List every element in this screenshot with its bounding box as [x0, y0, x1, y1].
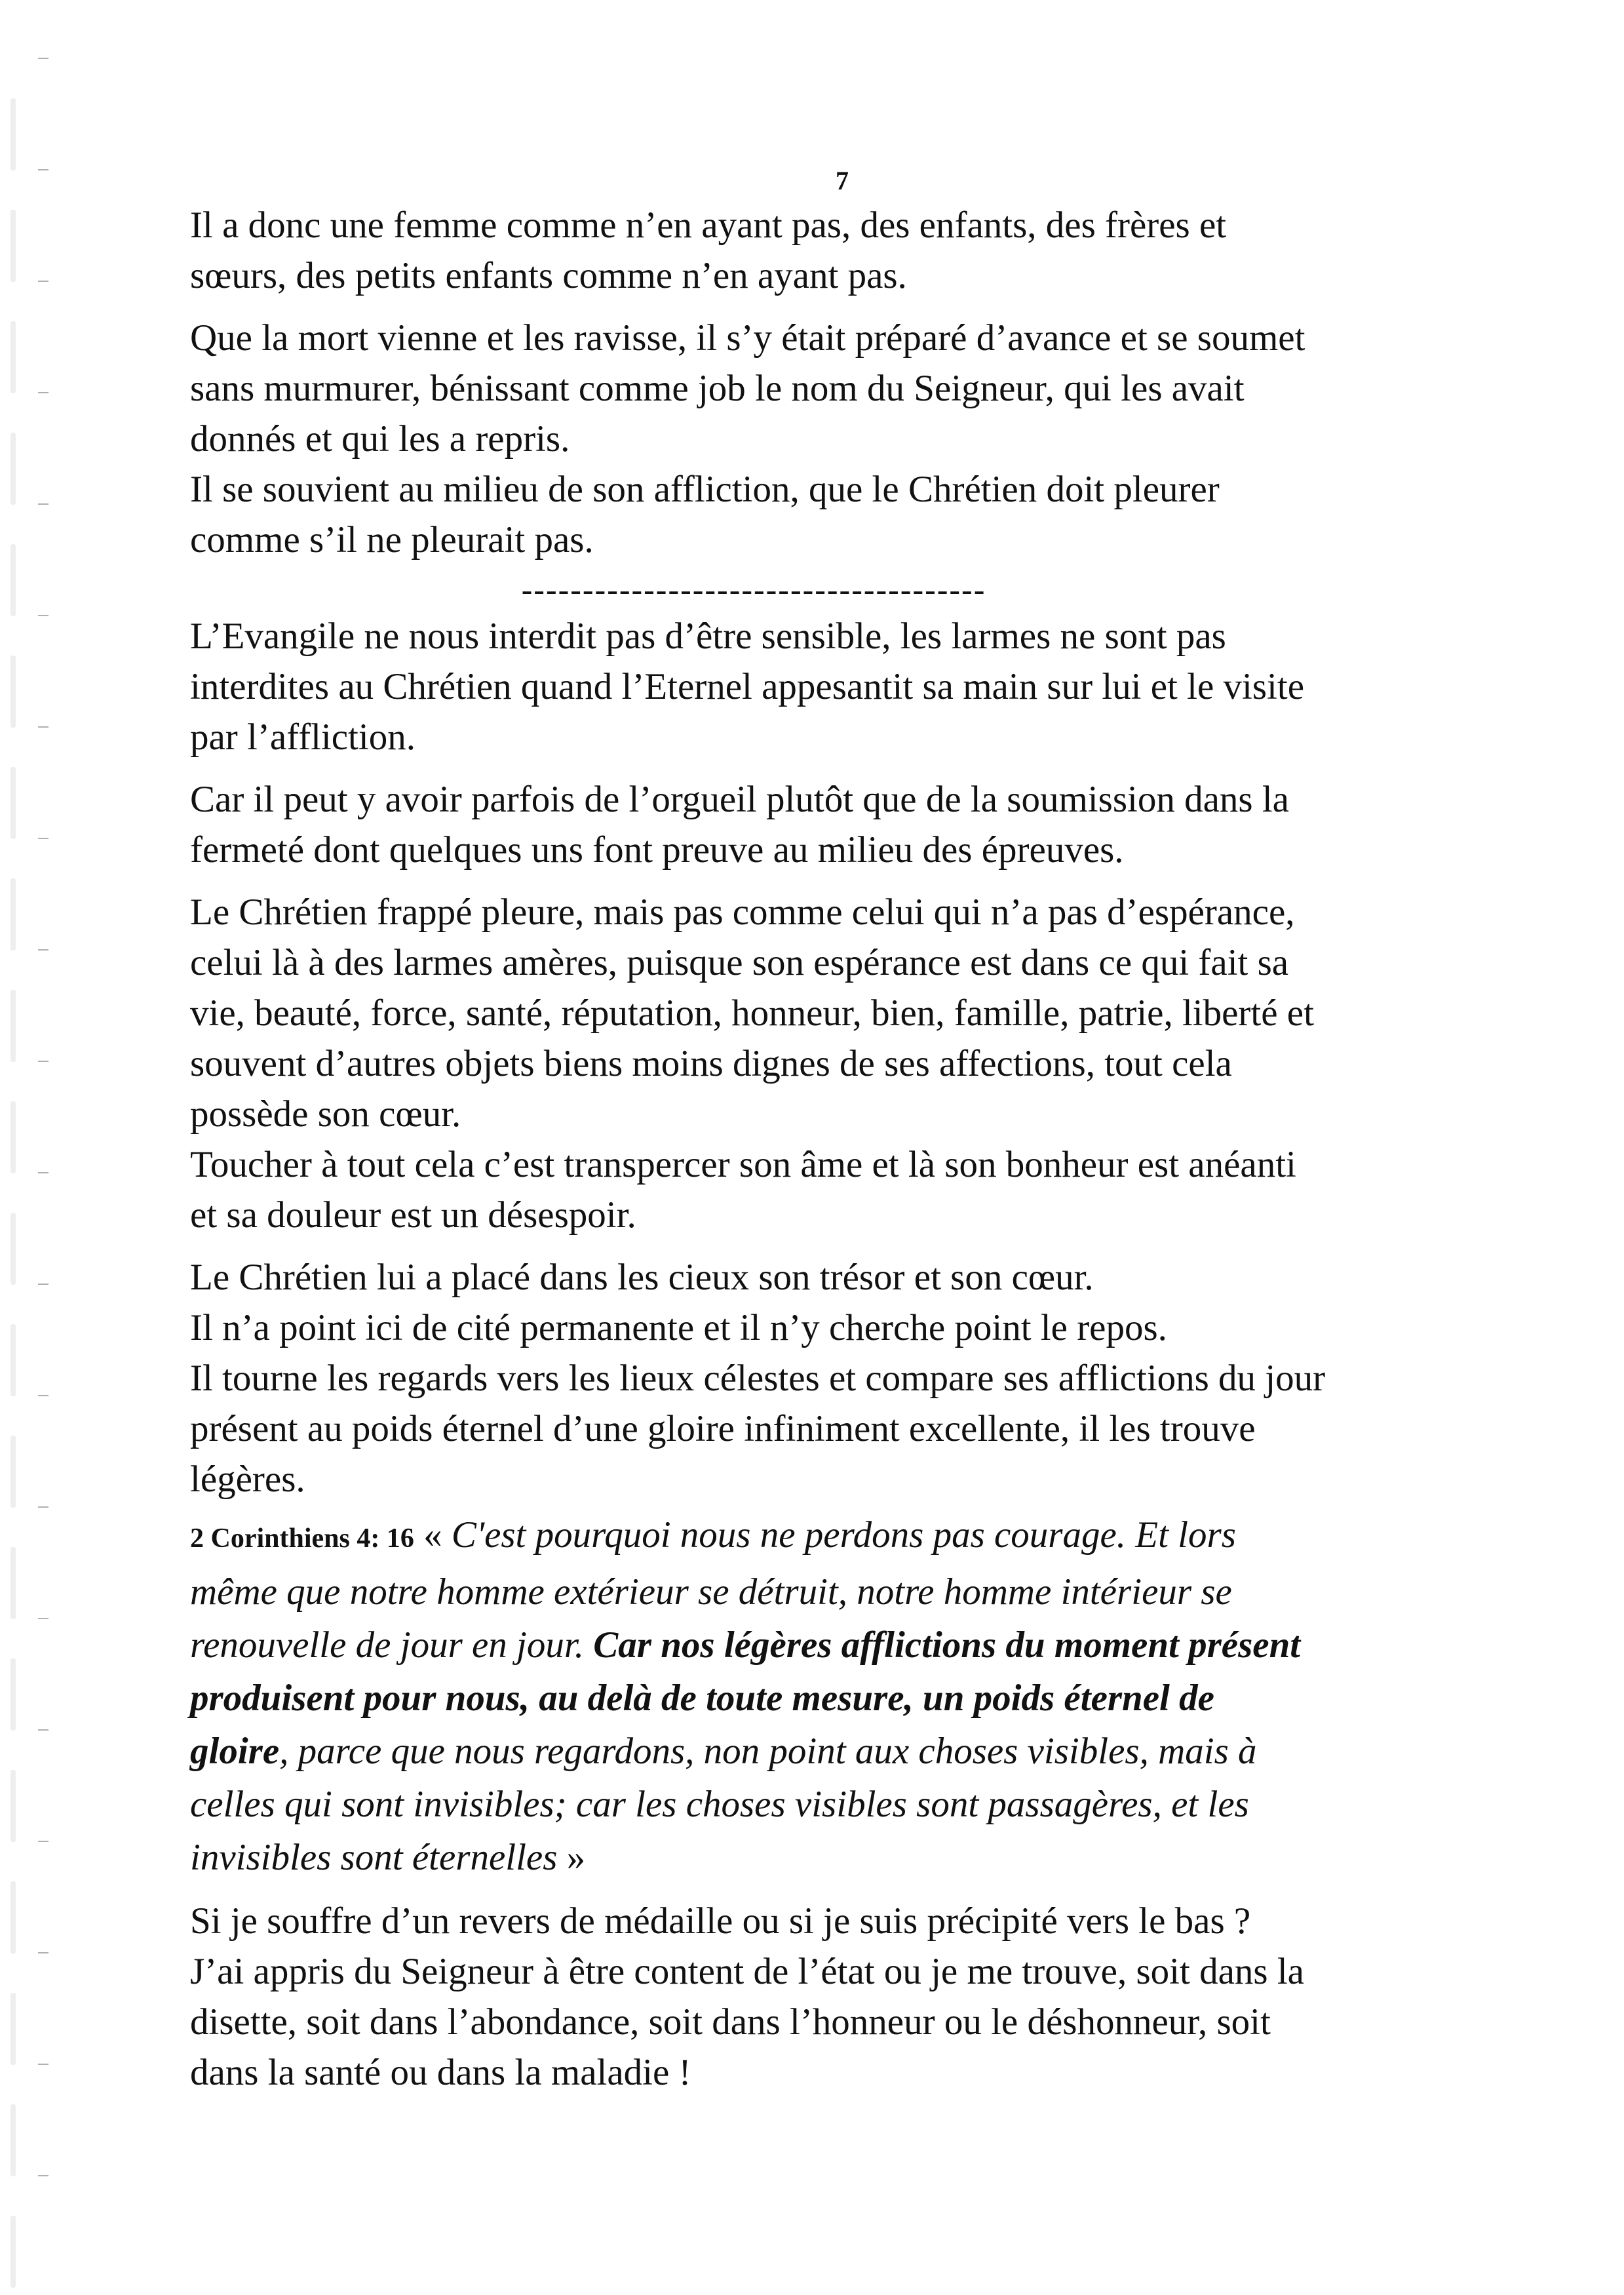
bible-quote [190, 1508, 1494, 1884]
binder-hole [10, 878, 16, 951]
margin-tick [38, 392, 48, 393]
paragraph: Si je souffre d’un revers de médaille ou si je suis précipité vers le bas ? J’ai appris du Seigneur à être content de l’état ou je me trouve, soit dans la disette, soit dans l’abondance, soit dans l’honneur ou le déshonneur, soit dans la santé ou dans la maladie ! [190, 1900, 1304, 2093]
binder-hole [10, 656, 16, 728]
margin-tick [38, 2064, 48, 2065]
margin-tick [38, 1729, 48, 1731]
paragraph: Que la mort vienne et les ravisse, il s’y était préparé d’avance et se soumet sans murmurer, bénissant comme job le nom du Seigneur, qui les avait donnés et qui les a repris. Il se souvient au milieu de son affliction, que le Chrétien doit pleurer comme s’il ne pleurait pas. [190, 317, 1305, 560]
paragraph: Car il peut y avoir parfois de l’orgueil plutôt que de la soumission dans la fermeté dont quelques uns font preuve au milieu des épreuves. [190, 779, 1289, 871]
binder-hole [10, 767, 16, 839]
binder-hole [10, 1436, 16, 1508]
binder-hole [10, 1547, 16, 1619]
binder-hole [10, 1101, 16, 1173]
binder-hole [10, 990, 16, 1062]
margin-tick [38, 281, 48, 282]
binder-hole [10, 1881, 16, 1953]
binder-hole [10, 433, 16, 505]
quote-italic-text: C'est pourquoi nous ne perdons pas courage. Et lors même que notre homme extérieur se détruit, notre homme intérieur se renouvelle de jour en jour. [190, 1514, 1236, 1666]
margin-tick [38, 1284, 48, 1285]
margin-tick [38, 2175, 48, 2176]
binder-hole [10, 1213, 16, 1285]
margin-tick [38, 1618, 48, 1619]
binder-hole [10, 210, 16, 282]
quote-reference: 2 Corinthiens 4: 16 [190, 1523, 414, 1554]
margin-tick [38, 1506, 48, 1508]
margin-tick [38, 615, 48, 616]
margin-tick [38, 1061, 48, 1062]
margin-tick [38, 503, 48, 505]
margin-tick [38, 726, 48, 728]
margin-tick [38, 1841, 48, 1842]
binder-hole [10, 1658, 16, 1731]
margin-tick [38, 1172, 48, 1173]
binder-hole [10, 1324, 16, 1396]
body-text [190, 200, 1494, 2098]
paragraph: L’Evangile ne nous interdit pas d’être sensible, les larmes ne sont pas interdites au Chrétien quand l’Eternel appesantit sa main sur lui et le visite par l’affliction. [190, 616, 1305, 758]
margin-tick [38, 58, 48, 59]
binder-hole [10, 544, 16, 616]
page-number: 7 [836, 166, 849, 195]
binder-margin [0, 0, 59, 2295]
binder-hole [10, 1993, 16, 2065]
paragraph: Il a donc une femme comme n’en ayant pas, des enfants, des frères et sœurs, des petits enfants comme n’en ayant pas. [190, 205, 1227, 296]
binder-hole [10, 2104, 16, 2176]
quote-open-mark: « [414, 1514, 452, 1556]
binder-hole [10, 1770, 16, 1842]
quote-close-mark: » [557, 1837, 586, 1878]
margin-tick [38, 949, 48, 951]
binder-hole [10, 2216, 16, 2288]
quote-italic-text: , parce que nous regardons, non point aux choses visibles, mais à celles qui sont invisibles; car les choses visibles sont passagères, et les invisibles sont éternelles [190, 1731, 1257, 1878]
section-separator: -------------------------------------- [521, 571, 986, 608]
margin-tick [38, 1952, 48, 1953]
binder-hole [10, 98, 16, 170]
quote-bold-text: Car nos légères afflictions du moment présent produisent pour nous, au delà de toute mesure, un poids éternel de gloire [190, 1624, 1301, 1772]
paragraph: Le Chrétien lui a placé dans les cieux son trésor et son cœur. Il n’a point ici de cité permanente et il n’y cherche point le repos. Il tourne les regards vers les lieux célestes et compare ses afflictions du jour présent au poids éternel d’une gloire infiniment excellente, il les trouve légères. [190, 1257, 1326, 1500]
paragraph: Le Chrétien frappé pleure, mais pas comme celui qui n’a pas d’espérance, celui là à des larmes amères, puisque son espérance est dans ce qui fait sa vie, beauté, force, santé, réputation, honneur, bien, famille, patrie, liberté et souvent d’autres objets biens moins dignes de ses affections, tout cela possède son cœur. Toucher à tout cela c’est transpercer son âme et là son bonheur est anéanti et sa douleur est un désespoir. [190, 892, 1314, 1236]
binder-hole [10, 321, 16, 393]
margin-tick [38, 838, 48, 839]
margin-tick [38, 1395, 48, 1396]
